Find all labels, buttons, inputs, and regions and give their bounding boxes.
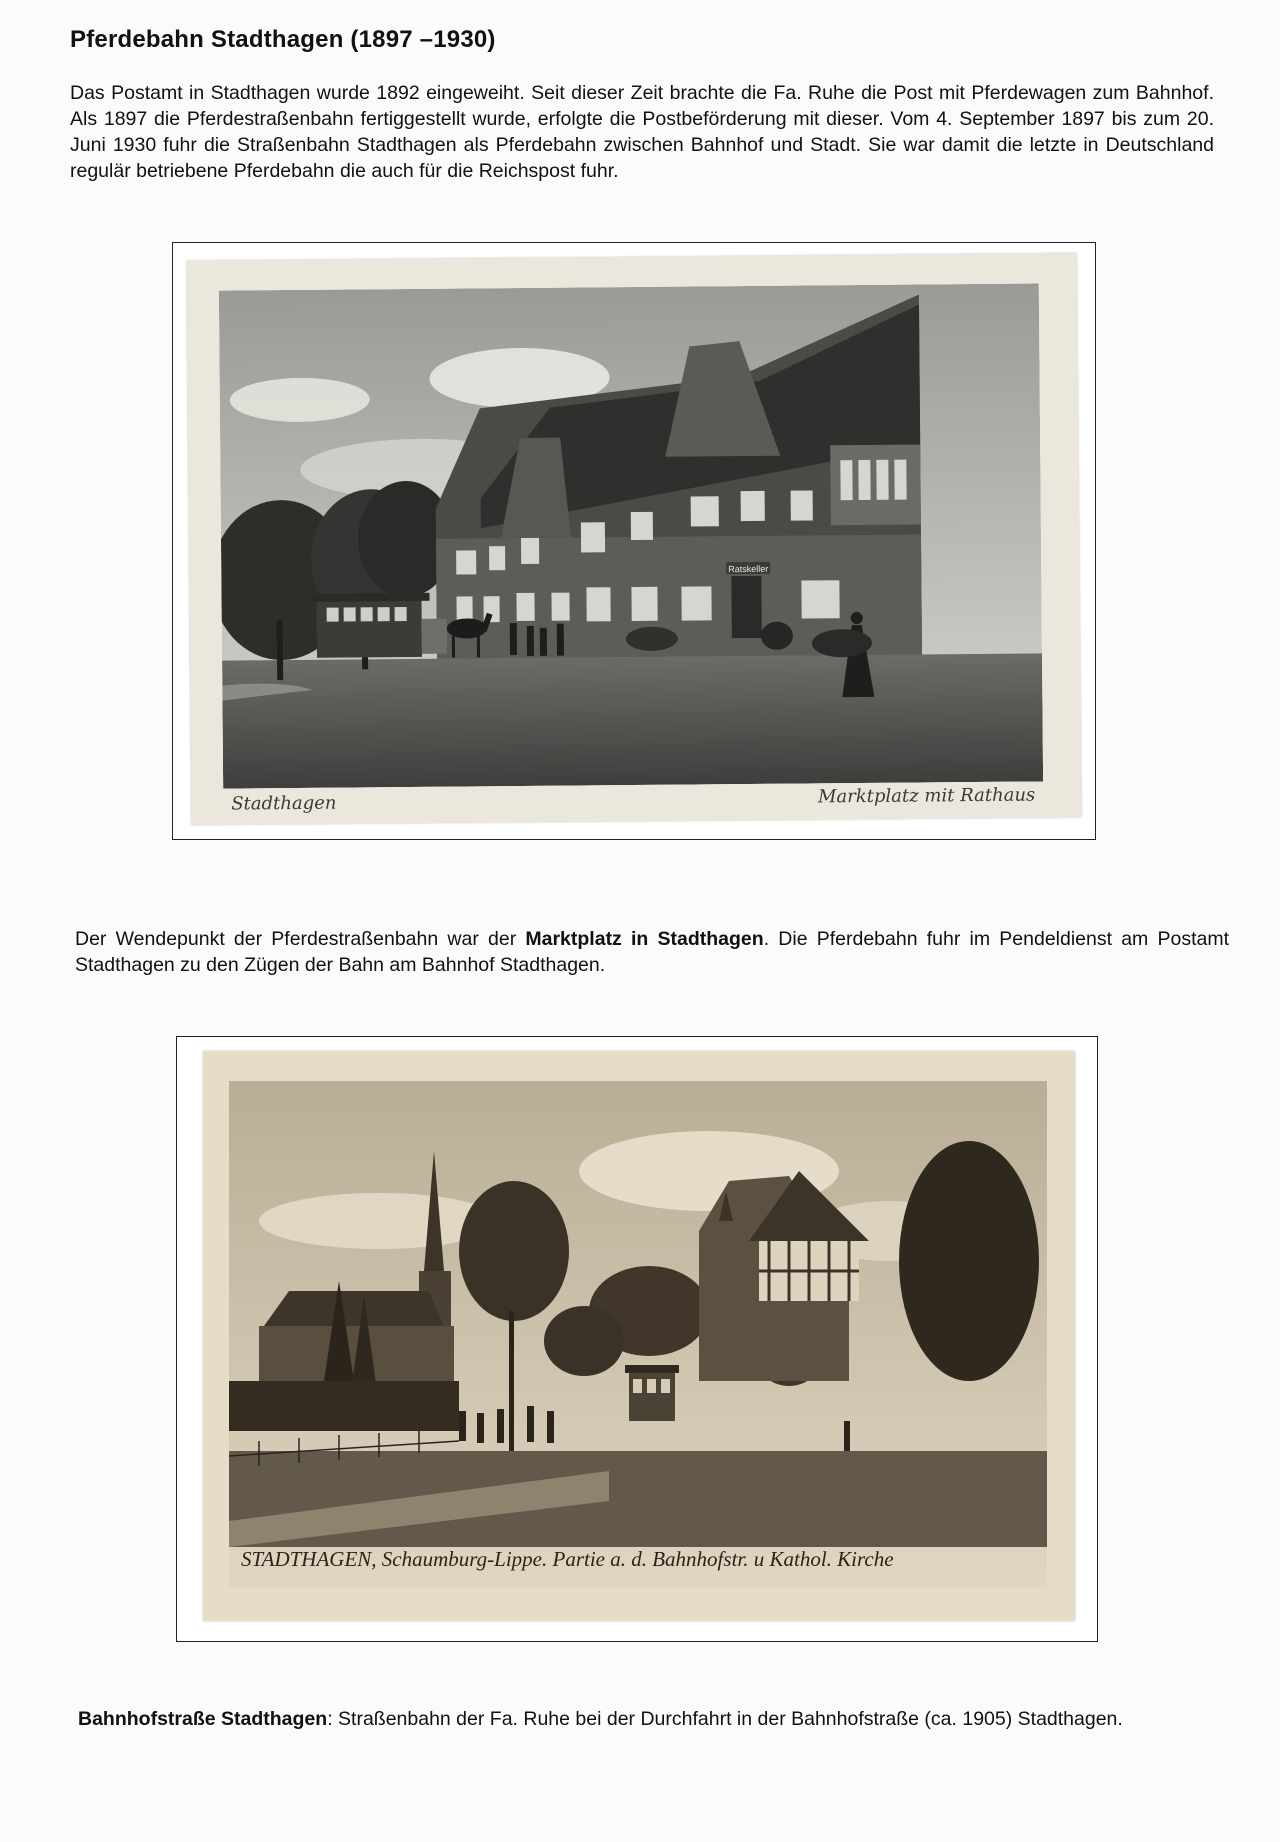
postcard-frame-marktplatz bbox=[172, 242, 1096, 840]
postcard2-caption: STADTHAGEN, Schaumburg-Lippe. Partie a. d. Bahnhofstr. u Kathol. Kirche bbox=[241, 1547, 894, 1571]
description-marktplatz bbox=[75, 926, 1229, 978]
description-marktplatz-suffix: . Die Pferdebahn fuhr im Pendeldienst am Postamt Stadthagen zu den Zügen der Bahn am Bahnhof Stadthagen. bbox=[75, 928, 1230, 976]
photo-marktplatz-rathaus bbox=[219, 283, 1043, 788]
description-bahnhofstrasse-bold: Bahnhofstraße Stadthagen bbox=[78, 1708, 328, 1730]
description-marktplatz-bold: Marktplatz in Stadthagen bbox=[525, 928, 764, 950]
postcard1-caption-right: Marktplatz mit Rathaus bbox=[817, 784, 1036, 808]
intro-paragraph: Das Postamt in Stadthagen wurde 1892 eingeweiht. Seit dieser Zeit brachte die Fa. Ruhe die Post mit Pferdewagen zum Bahnhof. Als 1897 die Pferdestraßenbahn fertiggestellt wurde, erfolgte die Postbeförderung mit dieser. Vom 4. September 1897 bis zum 20. Juni 1930 fuhr die Straßenbahn Stadthagen als Pferdebahn zwischen Bahnhof und Stadt. Sie war damit die letzte in Deutschland regulär betriebene Pferdebahn die auch für die Reichspost fuhr. bbox=[70, 82, 1214, 182]
description-bahnhofstrasse bbox=[78, 1706, 1232, 1732]
postcard-frame-bahnhofstrasse bbox=[176, 1036, 1098, 1642]
postcard-marktplatz bbox=[187, 253, 1082, 825]
postcard-bahnhofstrasse bbox=[203, 1051, 1075, 1621]
postcard1-caption-left: Stadthagen bbox=[231, 792, 337, 815]
photo-bahnhofstrasse-kirche bbox=[229, 1081, 1047, 1589]
description-marktplatz-prefix: Der Wendepunkt der Pferdestraßenbahn war der bbox=[75, 928, 526, 950]
ratskeller-sign: Ratskeller bbox=[728, 563, 769, 575]
page-title: Pferdebahn Stadthagen (1897 –1930) bbox=[70, 26, 496, 53]
description-bahnhofstrasse-suffix: : Straßenbahn der Fa. Ruhe bei der Durchfahrt in der Bahnhofstraße (ca. 1905) Stadthagen. bbox=[327, 1708, 1123, 1730]
